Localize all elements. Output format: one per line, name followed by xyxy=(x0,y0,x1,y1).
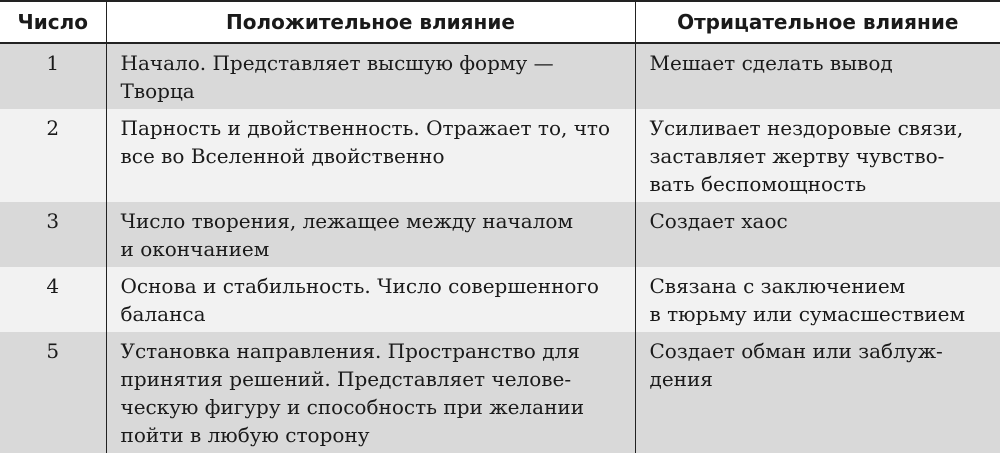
row-positive-influence: Число творения, лежащее между началом и окончанием xyxy=(106,202,635,267)
row-number: 5 xyxy=(46,339,60,363)
row-negative-influence: Усиливает нездоровые связи, заставляет жертву чувство- вать беспомощность xyxy=(635,109,1000,202)
table-row xyxy=(0,267,1000,332)
row-negative-influence: Связана с заключением в тюрьму или сумасшествием xyxy=(635,267,1000,332)
header-positive: Положительное влияние xyxy=(106,1,635,43)
table-row xyxy=(0,202,1000,267)
table-header xyxy=(0,1,1000,43)
row-number: 1 xyxy=(46,51,60,75)
row-negative-influence: Создает обман или заблуж- дения xyxy=(635,332,1000,453)
row-positive-influence: Основа и стабильность. Число совершенного баланса xyxy=(106,267,635,332)
header-number: Число xyxy=(17,10,88,34)
row-negative-influence: Создает хаос xyxy=(635,202,1000,267)
row-number: 3 xyxy=(46,209,60,233)
row-positive-influence: Установка направления. Пространство для принятия решений. Представляет челове- ческую фигуру и способность при желании пойти в любую сторону xyxy=(106,332,635,453)
table-row xyxy=(0,109,1000,202)
row-number: 4 xyxy=(46,274,60,298)
header-row xyxy=(0,1,1000,43)
row-positive-influence: Парность и двойственность. Отражает то, что все во Вселенной двойственно xyxy=(106,109,635,202)
table-body xyxy=(0,43,1000,453)
header-negative: Отрицательное влияние xyxy=(635,1,1000,43)
table-row xyxy=(0,43,1000,109)
table-row xyxy=(0,332,1000,453)
row-negative-influence: Мешает сделать вывод xyxy=(635,43,1000,109)
row-positive-influence: Начало. Представляет высшую форму — Творца xyxy=(106,43,635,109)
row-number: 2 xyxy=(46,116,60,140)
